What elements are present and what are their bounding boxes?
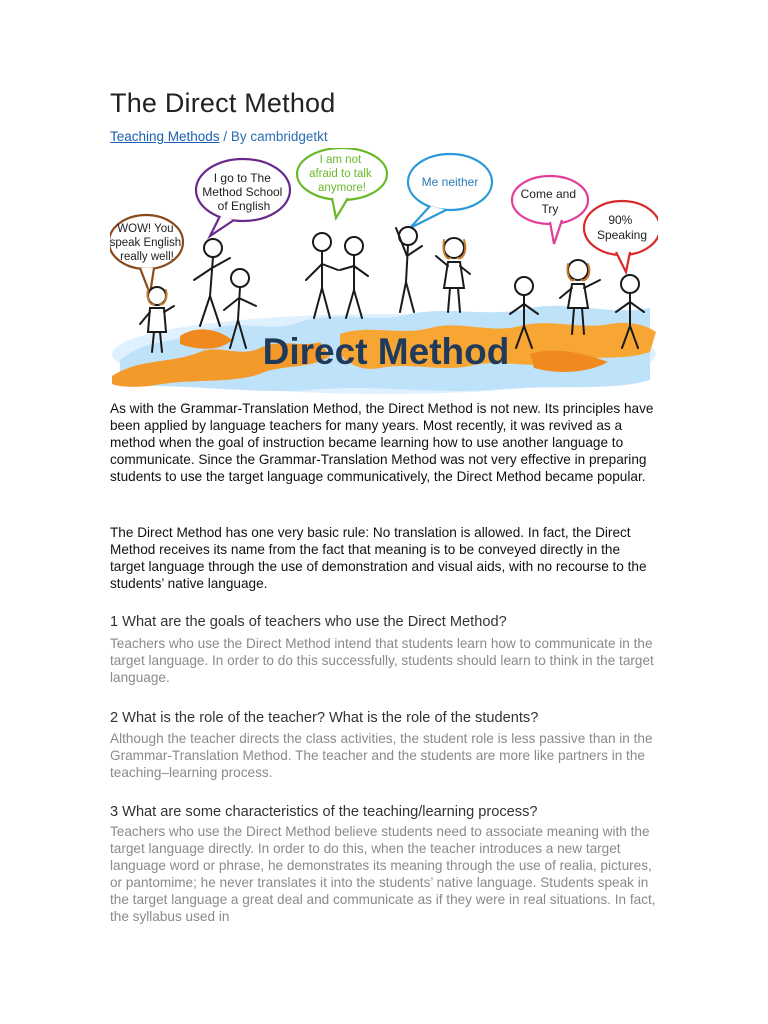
bubble-line: afraid to talk	[309, 168, 372, 180]
intro-paragraph-1: As with the Grammar-Translation Method, the Direct Method is not new. Its principles have been applied by language teachers for many years. Most recently, it was revived as a method when the goal of instruction became learning how to use another language to communicate. Since the Grammar-Translation Method was not very effective in preparing students to use the target language communicatively, the Direct Method became popular.	[110, 401, 654, 484]
question-2: 2 What is the role of the teacher? What is the role of the students?	[110, 710, 539, 726]
answer-2: Although the teacher directs the class activities, the student role is less passive than in the Grammar-Translation Method. The teacher and the students are more like partners in the teaching–learning process.	[110, 731, 653, 780]
bubble-line: really well!	[120, 251, 174, 263]
svg-text:WOW! You speak Engli	[110, 223, 184, 263]
intro-paragraph-2: The Direct Method has one very basic rule: No translation is allowed. In fact, the Direct Method receives its name from the fact that meaning is to be conveyed directly in the target language through the use of demonstration and visual aids, with no recourse to the students’ native language.	[110, 525, 647, 591]
speech-bubble-me-neither	[408, 154, 492, 228]
bubble-line: Speaking	[596, 228, 648, 242]
question-1: 1 What are the goals of teachers who use the Direct Method?	[110, 614, 507, 630]
bubble-line: I am not	[319, 154, 362, 166]
bubble-line: of English	[217, 199, 271, 213]
speech-bubble-method-school	[196, 159, 290, 236]
bubble-line: I go to The	[213, 171, 271, 185]
bubble-line: Me neither	[421, 175, 479, 189]
speech-bubble-not-afraid	[297, 148, 387, 218]
answer-1: Teachers who use the Direct Method intend that students learn how to communicate in the target language. In order to do this successfully, students should learn to think in the target language.	[110, 636, 654, 685]
bubble-line: speak English	[110, 237, 182, 249]
author-link[interactable]: cambridgetkt	[250, 129, 328, 144]
hero-illustration	[110, 148, 658, 394]
stick-figure-woman-6	[436, 238, 470, 312]
answer-3: Teachers who use the Direct Method believe students need to associate meaning with the target language directly. In order to do this, when the teacher introduces a new target language word or phrase, he demonstrates its meaning through the use of realia, pictures, or pantomime; he never translates it into the students’ native language. Students speak in the target language a great deal and communicate as if they were in real situations. In fact, the syllabus used in	[110, 824, 656, 924]
bubble-line: WOW! You	[117, 223, 174, 235]
banner-text: Direct Method	[262, 331, 510, 372]
page-title: The Direct Method	[110, 88, 336, 118]
bubble-line: Try	[541, 202, 559, 216]
stick-figure-boy-1	[194, 239, 230, 326]
question-3: 3 What are some characteristics of the teaching/learning process?	[110, 804, 538, 820]
category-link[interactable]: Teaching Methods	[110, 129, 220, 144]
post-meta	[110, 129, 328, 144]
meta-separator: / By	[219, 129, 251, 144]
bubble-line: Come and	[520, 187, 577, 201]
speech-bubble-wow	[110, 215, 184, 294]
bubble-line: Method School	[202, 185, 283, 199]
bubble-line: 90%	[608, 213, 633, 227]
speech-bubble-90-speaking	[584, 201, 658, 272]
speech-bubble-come-and-try	[512, 176, 588, 244]
stick-figure-man-3	[306, 233, 338, 318]
stick-figure-man-4	[340, 237, 368, 318]
stick-figure-man-5	[396, 227, 422, 312]
bubble-line: anymore!	[318, 182, 366, 194]
